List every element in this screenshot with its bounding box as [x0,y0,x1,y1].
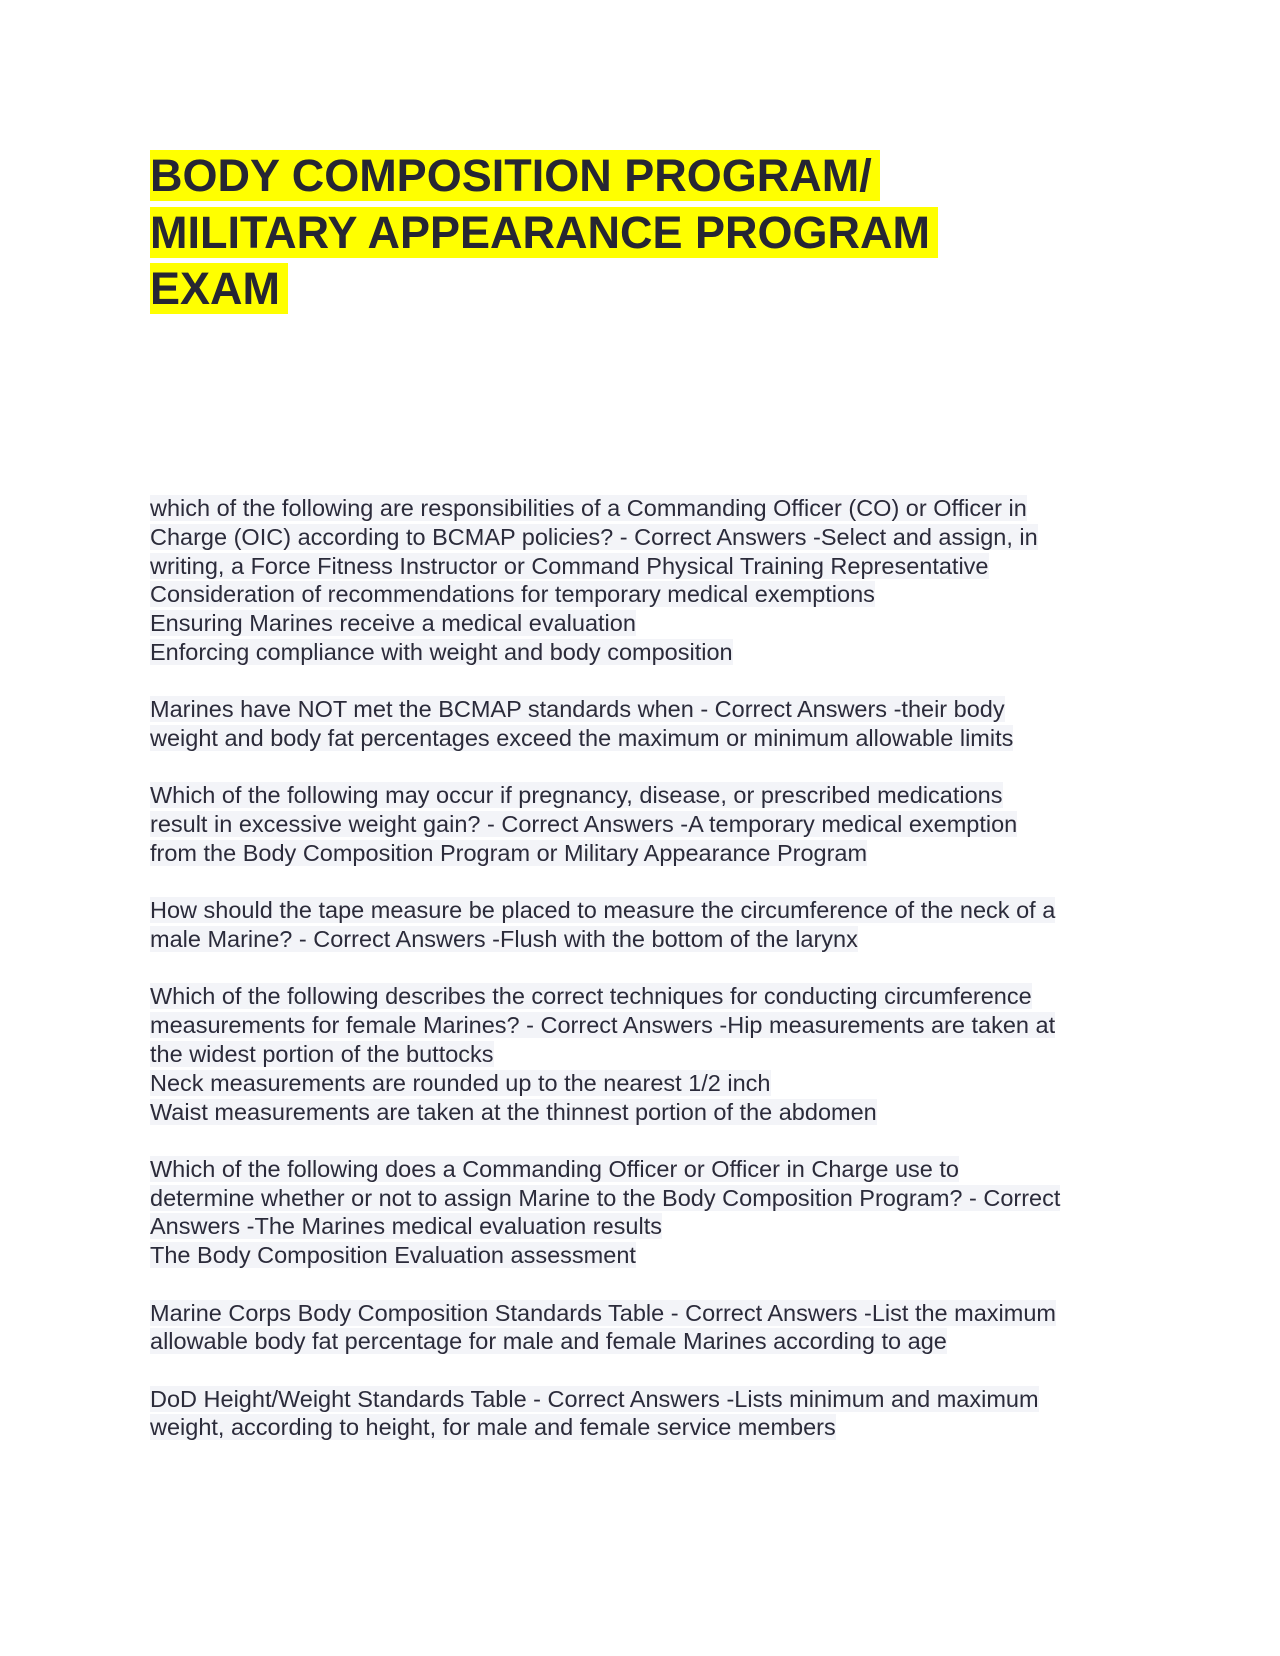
question-answer-item [150,896,1140,954]
text-line: Marine Corps Body Composition Standards Table - Correct Answers -List the maximum [150,1299,1056,1326]
text-line: Which of the following may occur if pregnancy, disease, or prescribed medications [150,782,1003,809]
question-answer-item [150,982,1140,1126]
question-list [150,494,1140,1471]
text-line: weight, according to height, for male and female service members [150,1414,836,1441]
question-answer-item [150,781,1140,867]
text-line: from the Body Composition Program or Military Appearance Program [150,839,868,866]
text-line: weight and body fat percentages exceed the maximum or minimum allowable limits [150,725,1014,752]
title-line: EXAM [150,261,1140,318]
text-line: measurements for female Marines? - Correct Answers -Hip measurements are taken at [150,1012,1056,1039]
text-line: the widest portion of the buttocks [150,1040,494,1067]
text-line: Charge (OIC) according to BCMAP policies? - Correct Answers -Select and assign, in [150,523,1038,550]
question-answer-item [150,1299,1140,1357]
text-line: Waist measurements are taken at the thinnest portion of the abdomen [150,1098,877,1125]
text-line: Enforcing compliance with weight and body composition [150,638,733,665]
question-answer-item [150,695,1140,753]
text-line: result in excessive weight gain? - Correct Answers -A temporary medical exemption [150,811,1018,838]
text-line: Ensuring Marines receive a medical evaluation [150,610,636,637]
question-answer-item [150,1155,1140,1270]
text-line: How should the tape measure be placed to measure the circumference of the neck of a [150,897,1056,924]
text-line: writing, a Force Fitness Instructor or Command Physical Training Representative [150,552,989,579]
text-line: Marines have NOT met the BCMAP standards when - Correct Answers -their body [150,696,1005,723]
title-line: BODY COMPOSITION PROGRAM/ [150,148,1140,205]
question-answer-item [150,1385,1140,1443]
question-answer-item [150,494,1140,667]
text-line: allowable body fat percentage for male and female Marines according to age [150,1328,947,1355]
document-title [150,148,1140,318]
text-line: Consideration of recommendations for temporary medical exemptions [150,581,875,608]
text-line: determine whether or not to assign Marine to the Body Composition Program? - Correct [150,1184,1061,1211]
document-header [150,148,1140,318]
text-line: which of the following are responsibilities of a Commanding Officer (CO) or Officer in [150,495,1027,521]
text-line: Answers -The Marines medical evaluation results [150,1213,662,1240]
text-line: Neck measurements are rounded up to the nearest 1/2 inch [150,1069,771,1096]
text-line: male Marine? - Correct Answers -Flush with the bottom of the larynx [150,926,858,953]
text-line: DoD Height/Weight Standards Table - Correct Answers -Lists minimum and maximum [150,1385,1039,1412]
text-line: Which of the following does a Commanding Officer or Officer in Charge use to [150,1155,959,1182]
title-line: MILITARY APPEARANCE PROGRAM [150,205,1140,262]
text-line: The Body Composition Evaluation assessment [150,1242,636,1269]
text-line: Which of the following describes the correct techniques for conducting circumference [150,983,1032,1010]
